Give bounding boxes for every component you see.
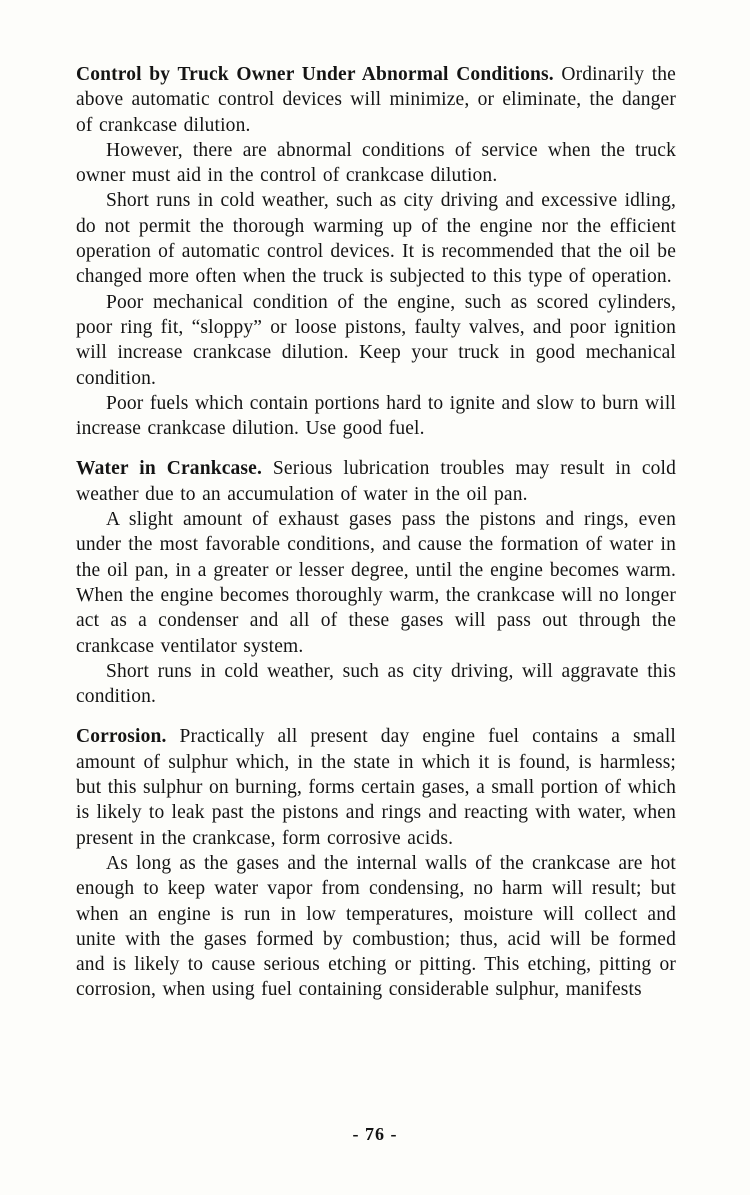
paragraph: Short runs in cold weather, such as city driving and excessive idling, do not permit the thorough warming up of the engine nor the efficient operation of automatic control devices. It is recommended that the oil be changed more often when the truck is subjected to this type of operation. bbox=[76, 190, 676, 288]
paragraph: Short runs in cold weather, such as city driving, will aggravate this condition. bbox=[76, 660, 676, 708]
section-heading: Corrosion. bbox=[76, 726, 167, 748]
section-lead-paragraph: Control by Truck Owner Under Abnormal Conditions. Ordinarily the above automatic control devices will minimize, or eliminate, the danger of crankcase dilution. bbox=[76, 64, 676, 136]
paragraph: As long as the gases and the internal walls of the crankcase are hot enough to keep water vapor from condensing, no harm will result; but when an engine is run in low temperatures, moisture will collect and unite with the gases formed by combustion; thus, acid will be formed and is likely to cause serious etching or pitting. This etching, pitting or corrosion, when using fuel containing considerable sulphur, manifests bbox=[76, 852, 676, 1001]
paragraph: However, there are abnormal conditions of service when the truck owner must aid in the control of crankcase dilution. bbox=[76, 139, 676, 187]
paragraph: A slight amount of exhaust gases pass the pistons and rings, even under the most favorable conditions, and cause the formation of water in the oil pan, in a greater or lesser degree, until the engine becomes warm. When the engine becomes thoroughly warm, the crankcase will no longer act as a condenser and all of these gases will pass out through the crankcase ventilator system. bbox=[76, 509, 676, 657]
page-body bbox=[76, 62, 676, 1003]
section-lead-paragraph: Corrosion. Practically all present day engine fuel contains a small amount of sulphur which, in the state in which it is found, is harmless; but this sulphur on burning, forms certain gases, a small portion of which is likely to leak past the pistons and rings and reacting with water, when present in the crankcase, form corrosive acids. bbox=[76, 726, 676, 849]
paragraph: Poor mechanical condition of the engine, such as scored cylinders, poor ring fit, “sloppy” or loose pistons, faulty valves, and poor ignition will increase crankcase dilution. Keep your truck in good mechanical condition. bbox=[76, 291, 676, 389]
section-lead-paragraph: Water in Crankcase. Serious lubrication troubles may result in cold weather due to an accumulation of water in the oil pan. bbox=[76, 458, 676, 505]
section-heading: Control by Truck Owner Under Abnormal Conditions. bbox=[76, 64, 554, 85]
section-heading: Water in Crankcase. bbox=[76, 458, 262, 480]
page-number: - 76 - bbox=[352, 1124, 398, 1144]
paragraph: Poor fuels which contain portions hard to ignite and slow to burn will increase crankcase dilution. Use good fuel. bbox=[76, 392, 676, 440]
